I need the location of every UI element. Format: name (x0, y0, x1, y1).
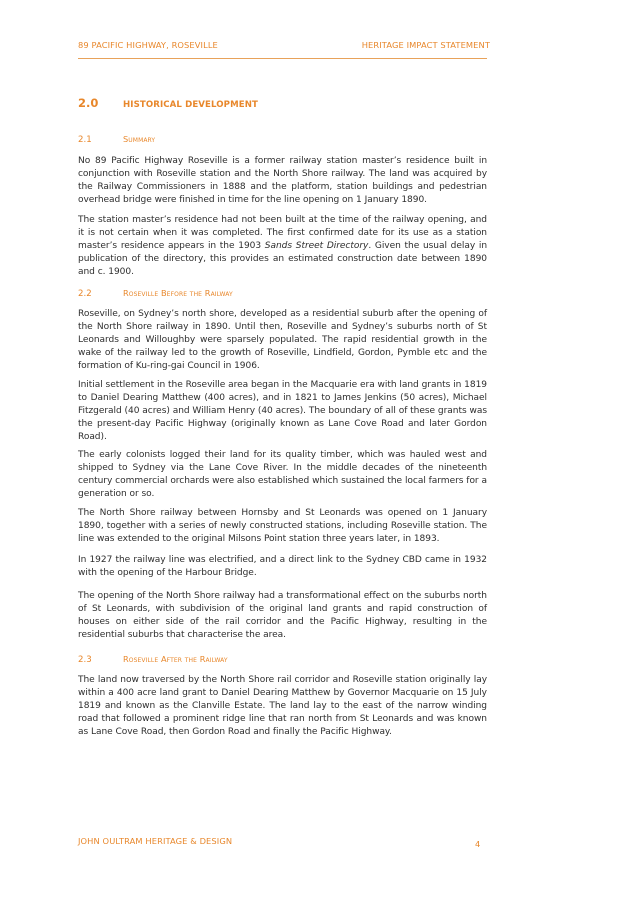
paragraph: The early colonists logged their land for its quality timber, which was hauled west and shipped to Sydney via the Lane Cove River. In the middle decades of the nineteenth century commercial orchards were also established which sustained the local farmers for a generation or so. (78, 450, 487, 500)
paragraph-text-part: . Given the usual delay in publication of the directory, this provides an estimated construction date between 1890 and c. 1900. (78, 241, 487, 278)
subsection-title: Roseville After the Railway (123, 654, 228, 664)
subsection-heading-before-railway (78, 288, 233, 299)
paragraph: The land now traversed by the North Shore rail corridor and Roseville station originally lay within a 400 acre land grant to Daniel Dearing Matthew by Governor Macquarie on 15 July 1819 and known as the Clanville Estate. The land lay to the east of the narrow winding road that followed a prominent ridge line that ran north from St Leonards and was known as Lane Cove Road, then Gordon Road and finally the Pacific Highway. (78, 675, 487, 738)
header-right-title: HERITAGE IMPACT STATEMENT (361, 40, 490, 50)
subsection-heading-summary (78, 134, 155, 145)
subsection-number: 2.2 (78, 289, 92, 299)
paragraph: No 89 Pacific Highway Roseville is a former railway station master’s residence built in conjunction with Roseville station and the North Shore railway. The land was acquired by the Railway Commissioners in 1888 and the platform, station buildings and pedestrian overhead bridge were finished in time for the line opening on 1 January 1890. (78, 156, 487, 206)
paragraph: The opening of the North Shore railway had a transformational effect on the suburbs north of St Leonards, with subdivision of the original land grants and rapid construction of houses on either side of the rail corridor and the Pacific Highway, resulting in the residential suburbs that characterise the area. (78, 591, 487, 641)
paragraph: The North Shore railway between Hornsby and St Leonards was opened on 1 January 1890, together with a series of newly constructed stations, including Roseville station. The line was extended to the original Milsons Point station three years later, in 1893. (78, 508, 487, 545)
subsection-heading-after-railway (78, 654, 228, 665)
paragraph: Roseville, on Sydney’s north shore, developed as a residential suburb after the opening of the North Shore railway in 1890. Until then, Roseville and Sydney’s suburbs north of St Leonards and Willoughby were sparsely populated. The rapid residential growth in the wake of the railway led to the growth of Roseville, Lindfield, Gordon, Pymble etc and the formation of Ku-ring-gai Council in 1906. (78, 309, 487, 372)
subsection-number: 2.1 (78, 135, 92, 145)
header-divider (78, 58, 487, 59)
subsection-title: Summary (123, 134, 156, 144)
paragraph: Initial settlement in the Roseville area began in the Macquarie era with land grants in 1819 to Daniel Dearing Matthew (400 acres), and in 1821 to James Jenkins (50 acres), Michael Fitzgerald (40 acres) and William Henry (40 acres). The boundary of all of these grants was the present-day Pacific Highway (originally known as Lane Cove Road and later Gordon Road). (78, 380, 487, 443)
subsection-number: 2.3 (78, 655, 92, 665)
section-title: HISTORICAL DEVELOPMENT (123, 100, 258, 110)
subsection-title: Roseville Before the Railway (123, 288, 233, 298)
section-number: 2.0 (78, 96, 99, 110)
paragraph-with-italic (78, 214, 487, 279)
section-heading (78, 96, 258, 110)
paragraph-text-part: The station master’s residence had not been built at the time of the railway opening, and it is not certain when it was completed. The first confirmed date for its use as a station master’s residence appears in the 1903 (78, 215, 487, 252)
italic-publication-title: Sands Street Directory (264, 241, 369, 252)
paragraph: In 1927 the railway line was electrified, and a direct link to the Sydney CBD came in 1932 with the opening of the Harbour Bridge. (78, 555, 487, 579)
footer-company: JOHN OULTRAM HERITAGE & DESIGN (78, 836, 233, 846)
header-left-title: 89 PACIFIC HIGHWAY, ROSEVILLE (78, 40, 218, 50)
page-number: 4 (475, 839, 481, 849)
